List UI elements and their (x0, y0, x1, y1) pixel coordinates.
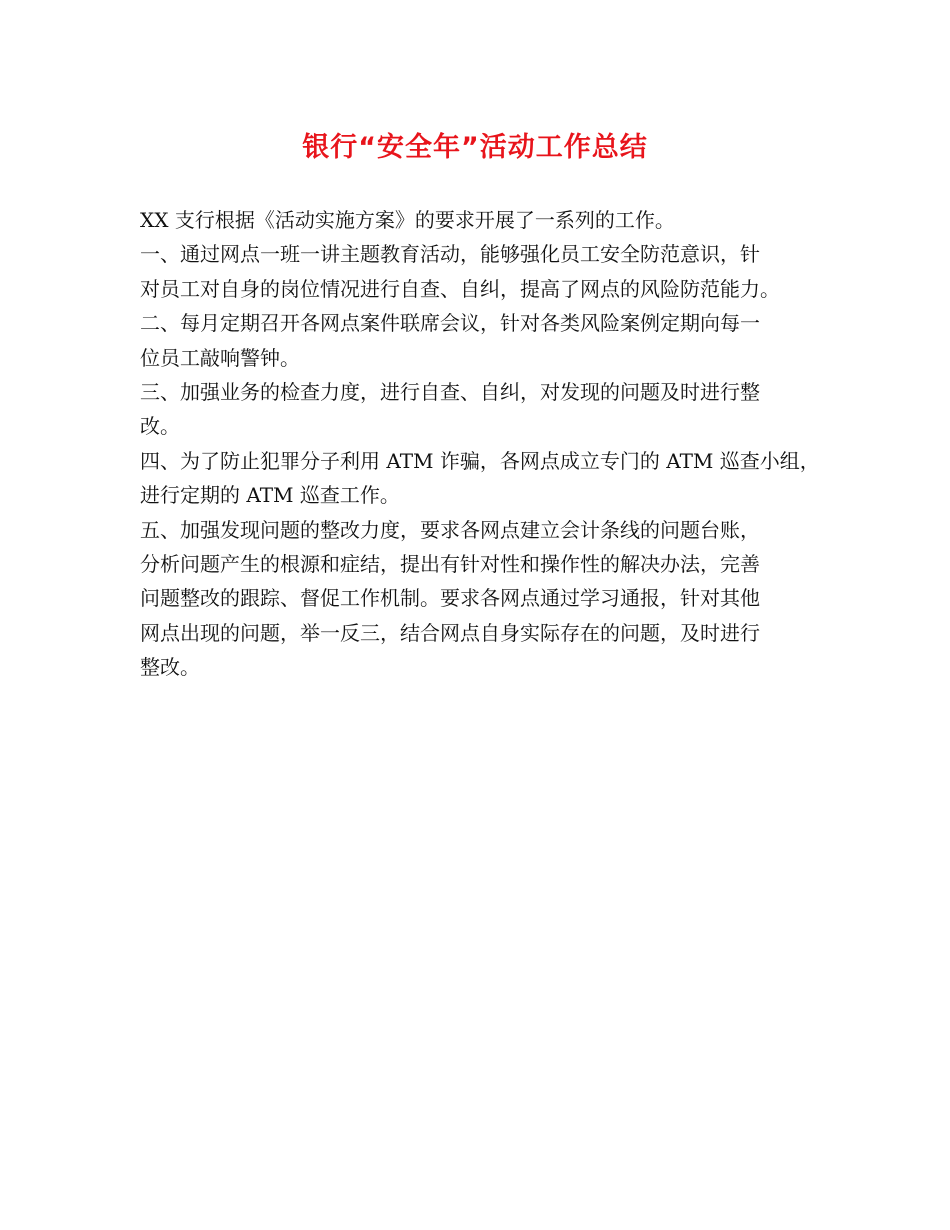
paragraph-line: 进行定期的 ATM 巡查工作。 (140, 483, 400, 508)
paragraph-line: 问题整改的跟踪、督促工作机制。要求各网点通过学习通报，针对其他 (140, 586, 760, 611)
paragraph-line: 一、通过网点一班一讲主题教育活动，能够强化员工安全防范意识，针 (140, 242, 760, 267)
paragraph-line: 三、加强业务的检查力度，进行自查、自纠，对发现的问题及时进行整 (140, 380, 760, 405)
document-body (140, 203, 830, 685)
paragraph-line: 二、每月定期召开各网点案件联席会议，针对各类风险案例定期向每一 (140, 311, 760, 336)
paragraph-line: 分析问题产生的根源和症结，提出有针对性和操作性的解决办法，完善 (140, 552, 760, 577)
paragraph-line: 改。 (140, 414, 180, 439)
paragraph-line: XX 支行根据《活动实施方案》的要求开展了一系列的工作。 (140, 208, 675, 232)
paragraph-line: 网点出现的问题，举一反三，结合网点自身实际存在的问题，及时进行 (140, 620, 760, 645)
paragraph-line: 整改。 (140, 655, 200, 680)
document-title: 银行“安全年”活动工作总结 (302, 132, 648, 163)
paragraph-line: 位员工敲响警钟。 (140, 345, 300, 370)
paragraph-line: 五、加强发现问题的整改力度，要求各网点建立会计条线的问题台账， (140, 517, 760, 542)
paragraph-line: 四、为了防止犯罪分子利用 ATM 诈骗，各网点成立专门的 ATM 巡查小组， (140, 448, 820, 473)
paragraph-line: 对员工对自身的岗位情况进行自查、自纠，提高了网点的风险防范能力。 (140, 276, 780, 301)
